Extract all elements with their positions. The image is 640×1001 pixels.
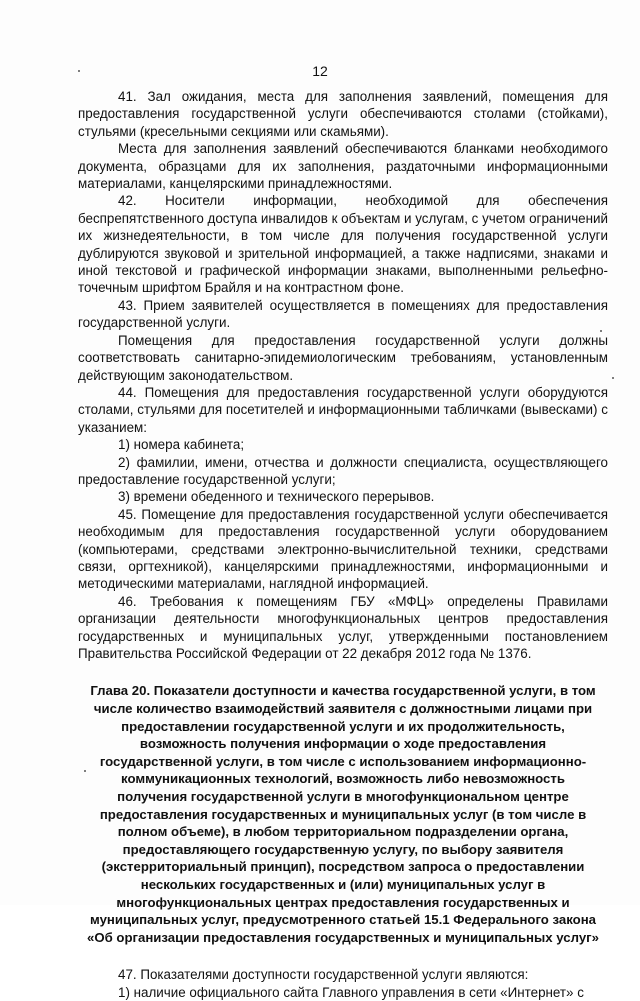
paragraph-47-item-1: 1) наличие официального сайта Главного управления в сети «Интернет» с: [118, 984, 584, 1000]
paragraph-47: 47. Показателями доступности государственной услуги являются:: [118, 967, 529, 983]
list-item-1: 1) номера кабинета;: [118, 437, 245, 453]
document-body: [78, 88, 608, 1001]
paragraph-43: 43. Прием заявителей осуществляется в помещениях для предоставления государственной услуги.: [78, 297, 608, 331]
paragraph-45: 45. Помещение для предоставления государственной услуги обеспечивается необходимым для предоставления государственной услуги оборудованием (компьютерами, средствами электронно-вычислительной техники, средствами связи, оргтехникой), канцелярскими принадлежностями, информационными и методическими материалами, наглядной информацией.: [78, 506, 608, 592]
paragraph-46: 46. Требования к помещениям ГБУ «МФЦ» определены Правилами организации деятельности многофункциональных центров предоставления государственных и муниципальных услуг, утвержденными постановлением Правительства Российской Федерации от 22 декабря 2012 года № 1376.: [78, 593, 608, 661]
paragraph-43-requirements: Помещения для предоставления государственной услуги должны соответствовать санитарно-эпидемиологическим требованиям, установленным действующим законодательством.: [78, 332, 608, 383]
scan-speck: [78, 70, 80, 72]
paragraph-42: 42. Носители информации, необходимой для обеспечения беспрепятственного доступа инвалидов к объектам и услугам, с учетом ограничений их жизнедеятельности, в том числе для получения государственной услуги дублируются звуковой и зрительной информацией, а также надписями, знаками и иной текстовой и графической информации знаками, выполненными рельефно-точечным шрифтом Брайля и на контрастном фоне.: [78, 193, 608, 296]
page-number: 12: [312, 63, 328, 79]
chapter-20-heading: Глава 20. Показатели доступности и качества государственной услуги, в том числе количество взаимодействий заявителя с должностными лицами при предоставлении государственной услуги и их продолжительность, возможность получения информации о ходе предоставления государственной услуги, в том числе с использованием информационно-коммуникационных технологий, возможность либо невозможность получения государственной услуги в многофункциональном центре предоставления государственных и муниципальных услуг (в том числе в полном объеме), в любом территориальном подразделении органа, предоставляющего государственную услугу, по выбору заявителя (экстерриториальный принцип), посредством запроса о предоставлении нескольких государственных и (или) муниципальных услуг в многофункциональных центрах предоставления государственных и муниципальных услуг, предусмотренного статьей 15.1 Федерального закона «Об организации предоставления государственных и муниципальных услуг»: [87, 683, 599, 945]
scan-speck: [612, 377, 614, 379]
paragraph-44: 44. Помещения для предоставления государственной услуги оборудуются столами, стульями для посетителей и информационными табличками (вывесками) с указанием:: [78, 384, 608, 435]
list-item-3: 3) времени обеденного и технического перерывов.: [118, 489, 435, 505]
paragraph-41: 41. Зал ожидания, места для заполнения заявлений, помещения для предоставления государственной услуги обеспечиваются столами (стойками), стульями (кресельными секциями или скамьями).: [78, 89, 608, 139]
paragraph-41-forms: Места для заполнения заявлений обеспечиваются бланками необходимого документа, образцами для их заполнения, раздаточными информационными материалами, канцелярскими принадлежностями.: [78, 141, 608, 192]
scan-speck: [600, 330, 602, 332]
list-item-2: 2) фамилии, имени, отчества и должности специалиста, осуществляющего предоставление государственной услуги;: [78, 454, 608, 487]
scan-speck: [84, 770, 86, 772]
